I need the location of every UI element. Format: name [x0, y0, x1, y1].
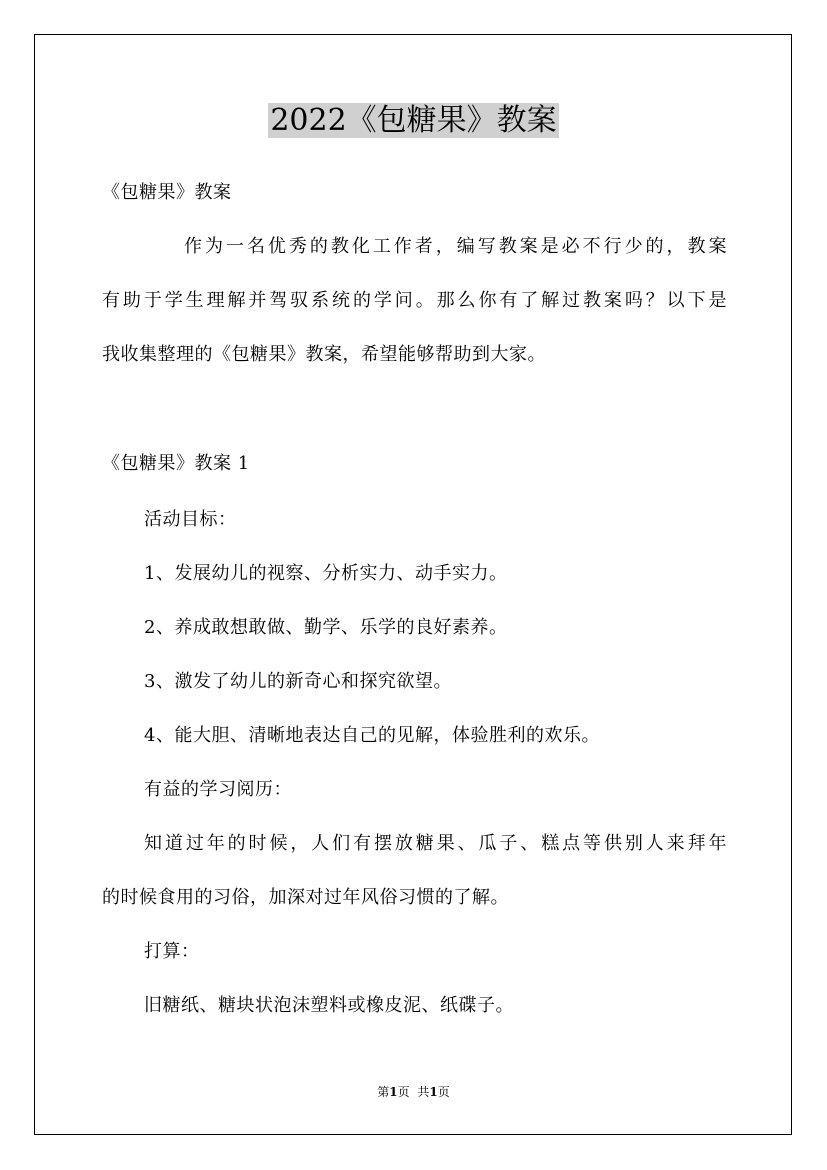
- prep-label: 打算：: [144, 941, 200, 962]
- section-heading: 《包糖果》教案 1: [102, 453, 250, 474]
- experience-label: 有益的学习阅历：: [144, 779, 292, 800]
- experience-line-2: 的时候食用的习俗，加深对过年风俗习惯的了解。: [102, 887, 509, 908]
- subtitle: 《包糖果》教案: [102, 182, 232, 203]
- page-footer: 第1页 共1页: [377, 1085, 450, 1099]
- document-title: [0, 100, 827, 142]
- intro-line-2: 有助于学生理解并驾驭系统的学问。那么你有了解过教案吗？以下是: [102, 290, 727, 311]
- prep-text: 旧糖纸、糖块状泡沫塑料或橡皮泥、纸碟子。: [144, 995, 514, 1016]
- goal-item-3: 3、激发了幼儿的新奇心和探究欲望。: [144, 671, 452, 692]
- total-pages-number: 1: [429, 1085, 438, 1099]
- current-page-number: 1: [389, 1085, 398, 1099]
- goal-item-4: 4、能大胆、清晰地表达自己的见解，体验胜利的欢乐。: [144, 725, 600, 746]
- goal-item-1: 1、发展幼儿的视察、分析实力、动手实力。: [144, 563, 508, 584]
- experience-line-1: 知道过年的时候，人们有摆放糖果、瓜子、糕点等供别人来拜年: [144, 833, 727, 854]
- goal-item-2: 2、养成敢想敢做、勤学、乐学的良好素养。: [144, 617, 508, 638]
- goals-label: 活动目标：: [144, 509, 237, 530]
- intro-line-1: 作为一名优秀的教化工作者，编写教案是必不行少的，教案: [184, 236, 727, 257]
- document-title-text: 2022《包糖果》教案: [270, 103, 557, 138]
- intro-line-3: 我收集整理的《包糖果》教案，希望能够帮助到大家。: [102, 344, 546, 365]
